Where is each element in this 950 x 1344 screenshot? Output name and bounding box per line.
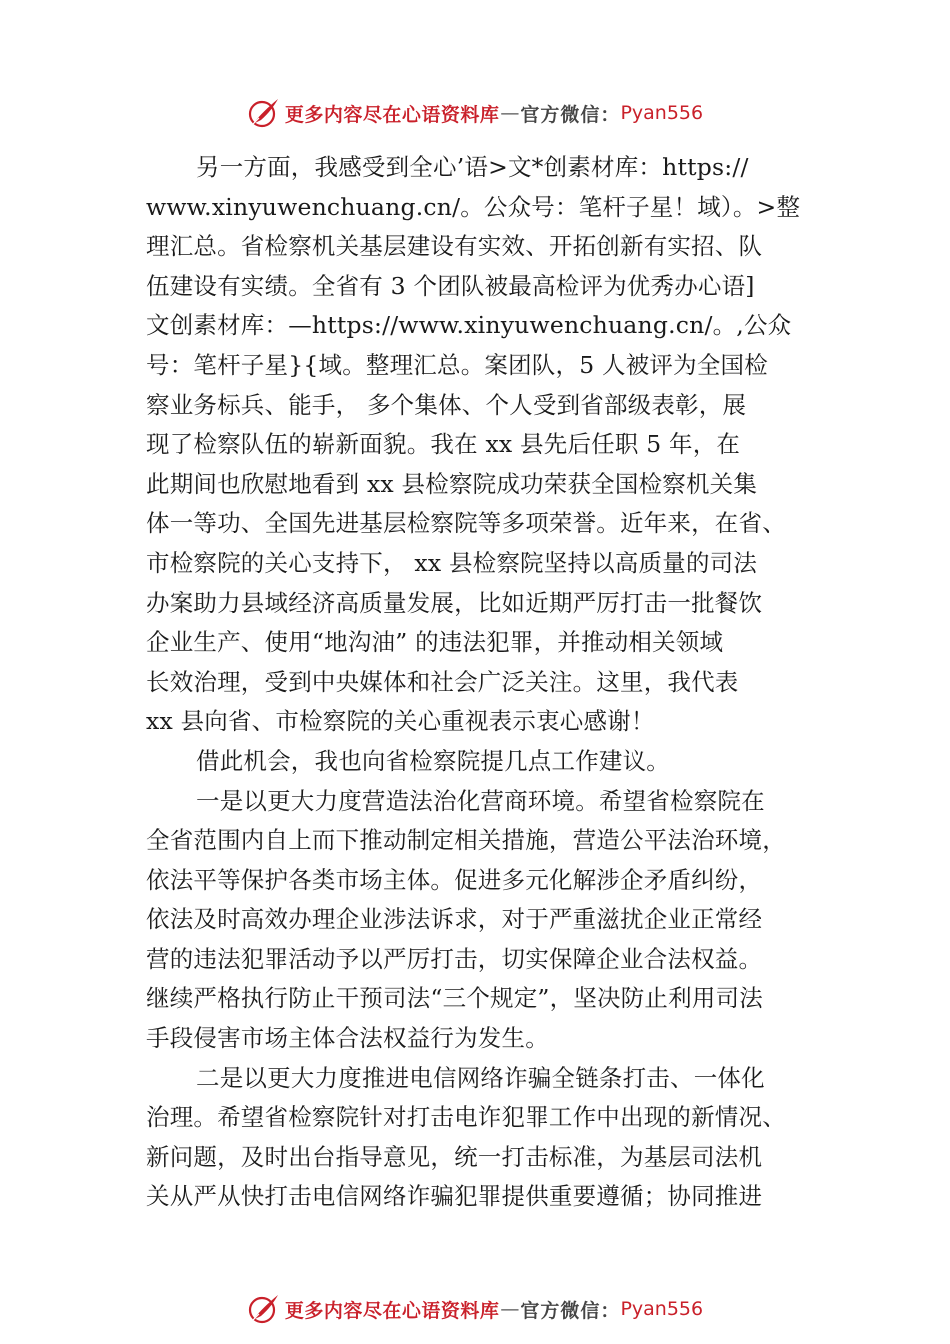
text-line: 现了检察队伍的崭新面貌。我在 xx 县先后任职 5 年，在 xyxy=(146,430,741,459)
text-line: 继续严格执行防止干预司法“三个规定”，坚决防止利用司法 xyxy=(146,984,763,1013)
text-line: 号：笔杆子星}{域。整理汇总。案团队，5 人被评为全国检 xyxy=(146,350,768,379)
text-line: 市检察院的关心支持下， xx 县检察院坚持以高质量的司法 xyxy=(146,548,758,577)
text-line: 依法平等保护各类市场主体。促进多元化解涉企矛盾纠纷， xyxy=(146,865,763,894)
text-line: 新问题，及时出台指导意见，统一打击标准，为基层司法机 xyxy=(146,1142,763,1171)
text-line: 理汇总。省检察机关基层建设有实效、开拓创新有实招、队 xyxy=(146,232,763,261)
watermark-wechat-label: 官方微信： xyxy=(520,103,621,126)
text-line: xx 县向省、市检察院的关心重视表示衷心感谢！ xyxy=(146,707,655,736)
text-line: 体一等功、全国先进基层检察院等多项荣誉。近年来，在省、 xyxy=(146,509,786,538)
text-line: 营的违法犯罪活动予以严厉打击，切实保障企业合法权益。 xyxy=(146,944,763,973)
watermark-site-name: 更多内容尽在心语资料库 xyxy=(284,103,500,126)
quill-logo-icon xyxy=(247,96,281,130)
quill-logo-icon xyxy=(247,1292,281,1326)
watermark-wechat-label: 官方微信： xyxy=(520,1299,621,1322)
watermark-wechat-id: Pyan556 xyxy=(620,102,704,124)
text-line: 全省范围内自上而下推动制定相关措施，营造公平法治环境， xyxy=(146,826,786,855)
text-line: 依法及时高效办理企业涉法诉求，对于严重滋扰企业正常经 xyxy=(146,905,763,934)
footer-watermark xyxy=(0,1289,950,1329)
text-line: 办案助力县域经济高质量发展，比如近期严厉打击一批餐饮 xyxy=(146,588,763,617)
text-line: 察业务标兵、能手， 多个集体、个人受到省部级表彰，展 xyxy=(146,390,747,419)
text-line: 手段侵害市场主体合法权益行为发生。 xyxy=(146,1024,549,1053)
text-line: 另一方面，我感受到全心’语>文*创素材库：https:// xyxy=(196,153,749,181)
watermark-dash: — xyxy=(500,102,520,124)
text-line: 长效治理，受到中央媒体和社会广泛关注。这里，我代表 xyxy=(146,667,739,696)
watermark-site-name: 更多内容尽在心语资料库 xyxy=(284,1299,500,1322)
watermark-wechat-id: Pyan556 xyxy=(620,1298,704,1320)
text-line: 二是以更大力度推进电信网络诈骗全链条打击、一体化 xyxy=(196,1063,765,1092)
text-line: 伍建设有实绩。全省有 3 个团队被最高检评为优秀办心语] xyxy=(146,271,755,300)
text-line: 治理。希望省检察院针对打击电诈犯罪工作中出现的新情况、 xyxy=(146,1103,786,1132)
document-body xyxy=(146,148,826,1217)
text-line: 借此机会，我也向省检察院提几点工作建议。 xyxy=(196,746,670,775)
header-watermark xyxy=(0,93,950,133)
text-line: 文创素材库：—https://www.xinyuwenchuang.cn/。,公众 xyxy=(146,311,792,340)
watermark-dash: — xyxy=(500,1298,520,1320)
text-line: www.xinyuwenchuang.cn/。公众号：笔杆子星！域）。>整 xyxy=(146,192,801,221)
text-line: 企业生产、使用“地沟油” 的违法犯罪，并推动相关领域 xyxy=(146,628,724,657)
text-line: 此期间也欣慰地看到 xx 县检察院成功荣获全国检察机关集 xyxy=(146,469,758,498)
text-line: 关从严从快打击电信网络诈骗犯罪提供重要遵循；协同推进 xyxy=(146,1182,763,1211)
text-line: 一是以更大力度营造法治化营商环境。希望省检察院在 xyxy=(196,786,765,815)
